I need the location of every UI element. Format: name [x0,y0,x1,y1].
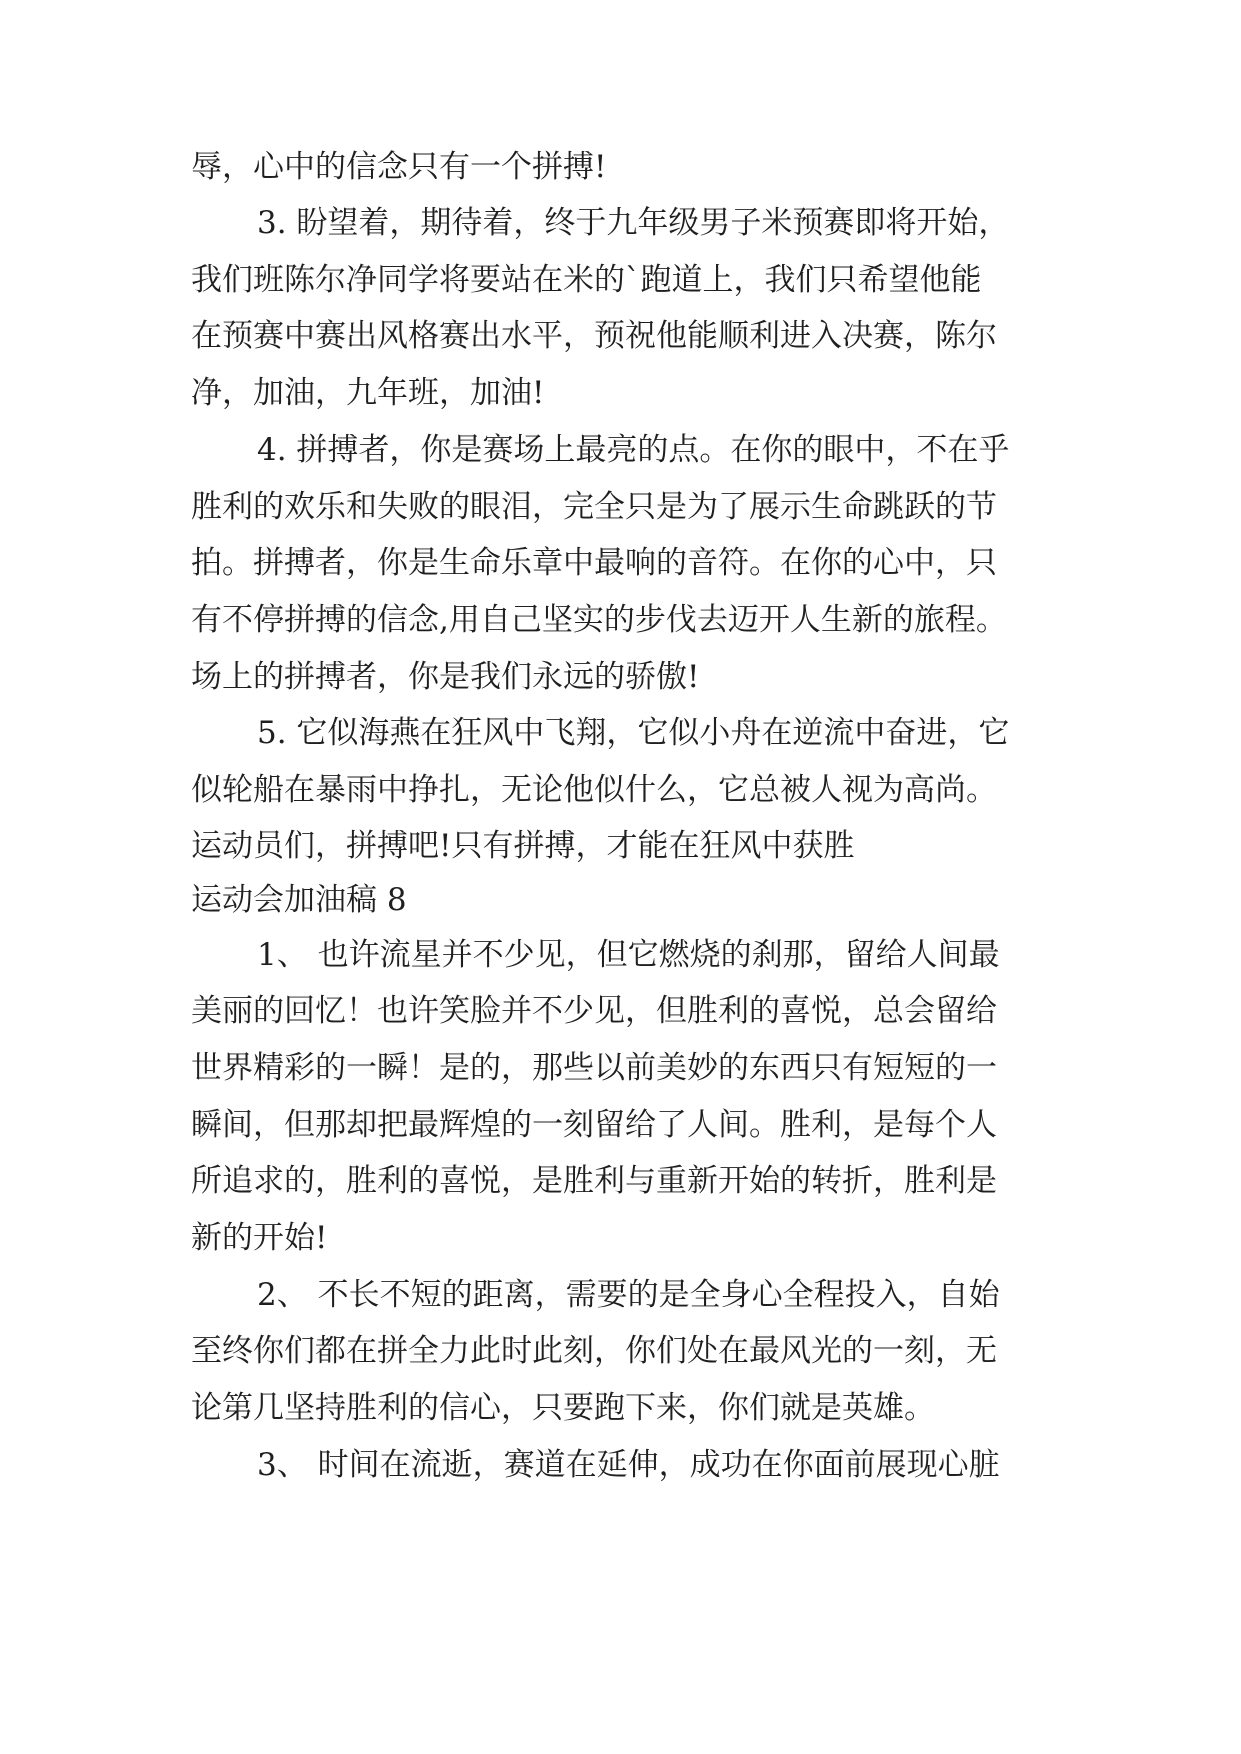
text-line-6: 4. 拼搏者，你是赛场上最亮的点。在你的眼中，不在乎 [257,432,1010,468]
text-line-12: 似轮船在暴雨中挣扎，无论他似什么，它总被人视为高尚。 [191,772,997,808]
text-line-18: 瞬间，但那却把最辉煌的一刻留给了人间。胜利，是每个人 [191,1107,997,1143]
text-line-21: 2、 不长不短的距离，需要的是全身心全程投入，自始 [257,1277,1000,1313]
text-line-7: 胜利的欢乐和失败的眼泪，完全只是为了展示生命跳跃的节 [191,489,997,525]
text-line-15: 1、 也许流星并不少见，但它燃烧的刹那，留给人间最 [257,937,1000,973]
text-line-22: 至终你们都在拼全力此时此刻，你们处在最风光的一刻，无 [191,1333,997,1369]
text-line-1: 辱，心中的信念只有一个拼搏! [191,149,607,185]
text-line-4: 在预赛中赛出风格赛出水平，预祝他能顺利进入决赛，陈尔 [191,318,997,354]
text-line-24: 3、 时间在流逝，赛道在延伸，成功在你面前展现心脏 [257,1447,1000,1483]
text-line-5: 净，加油，九年班，加油! [191,375,545,411]
text-line-23: 论第几坚持胜利的信心，只要跑下来，你们就是英雄。 [191,1390,935,1426]
text-line-17: 世界精彩的一瞬！是的，那些以前美妙的东西只有短短的一 [191,1050,997,1086]
text-line-13: 运动员们，拼搏吧!只有拼搏，才能在狂风中获胜 [191,828,855,864]
text-line-11: 5. 它似海燕在狂风中飞翔，它似小舟在逆流中奋进，它 [257,715,1010,751]
text-line-10: 场上的拼搏者，你是我们永远的骄傲! [191,659,700,695]
text-line-2: 3. 盼望着，期待着，终于九年级男子米预赛即将开始， [257,205,1010,241]
text-line-9: 有不停拼搏的信念,用自己坚实的步伐去迈开人生新的旅程。 [191,602,1007,638]
section-heading: 运动会加油稿 8 [191,882,407,918]
text-line-20: 新的开始! [191,1220,328,1256]
text-line-3: 我们班陈尔净同学将要站在米的`跑道上，我们只希望他能 [191,262,982,298]
text-line-8: 拍。拼搏者，你是生命乐章中最响的音符。在你的心中，只 [191,545,997,581]
text-line-16: 美丽的回忆！也许笑脸并不少见，但胜利的喜悦，总会留给 [191,993,997,1029]
text-line-19: 所追求的，胜利的喜悦，是胜利与重新开始的转折，胜利是 [191,1163,997,1199]
